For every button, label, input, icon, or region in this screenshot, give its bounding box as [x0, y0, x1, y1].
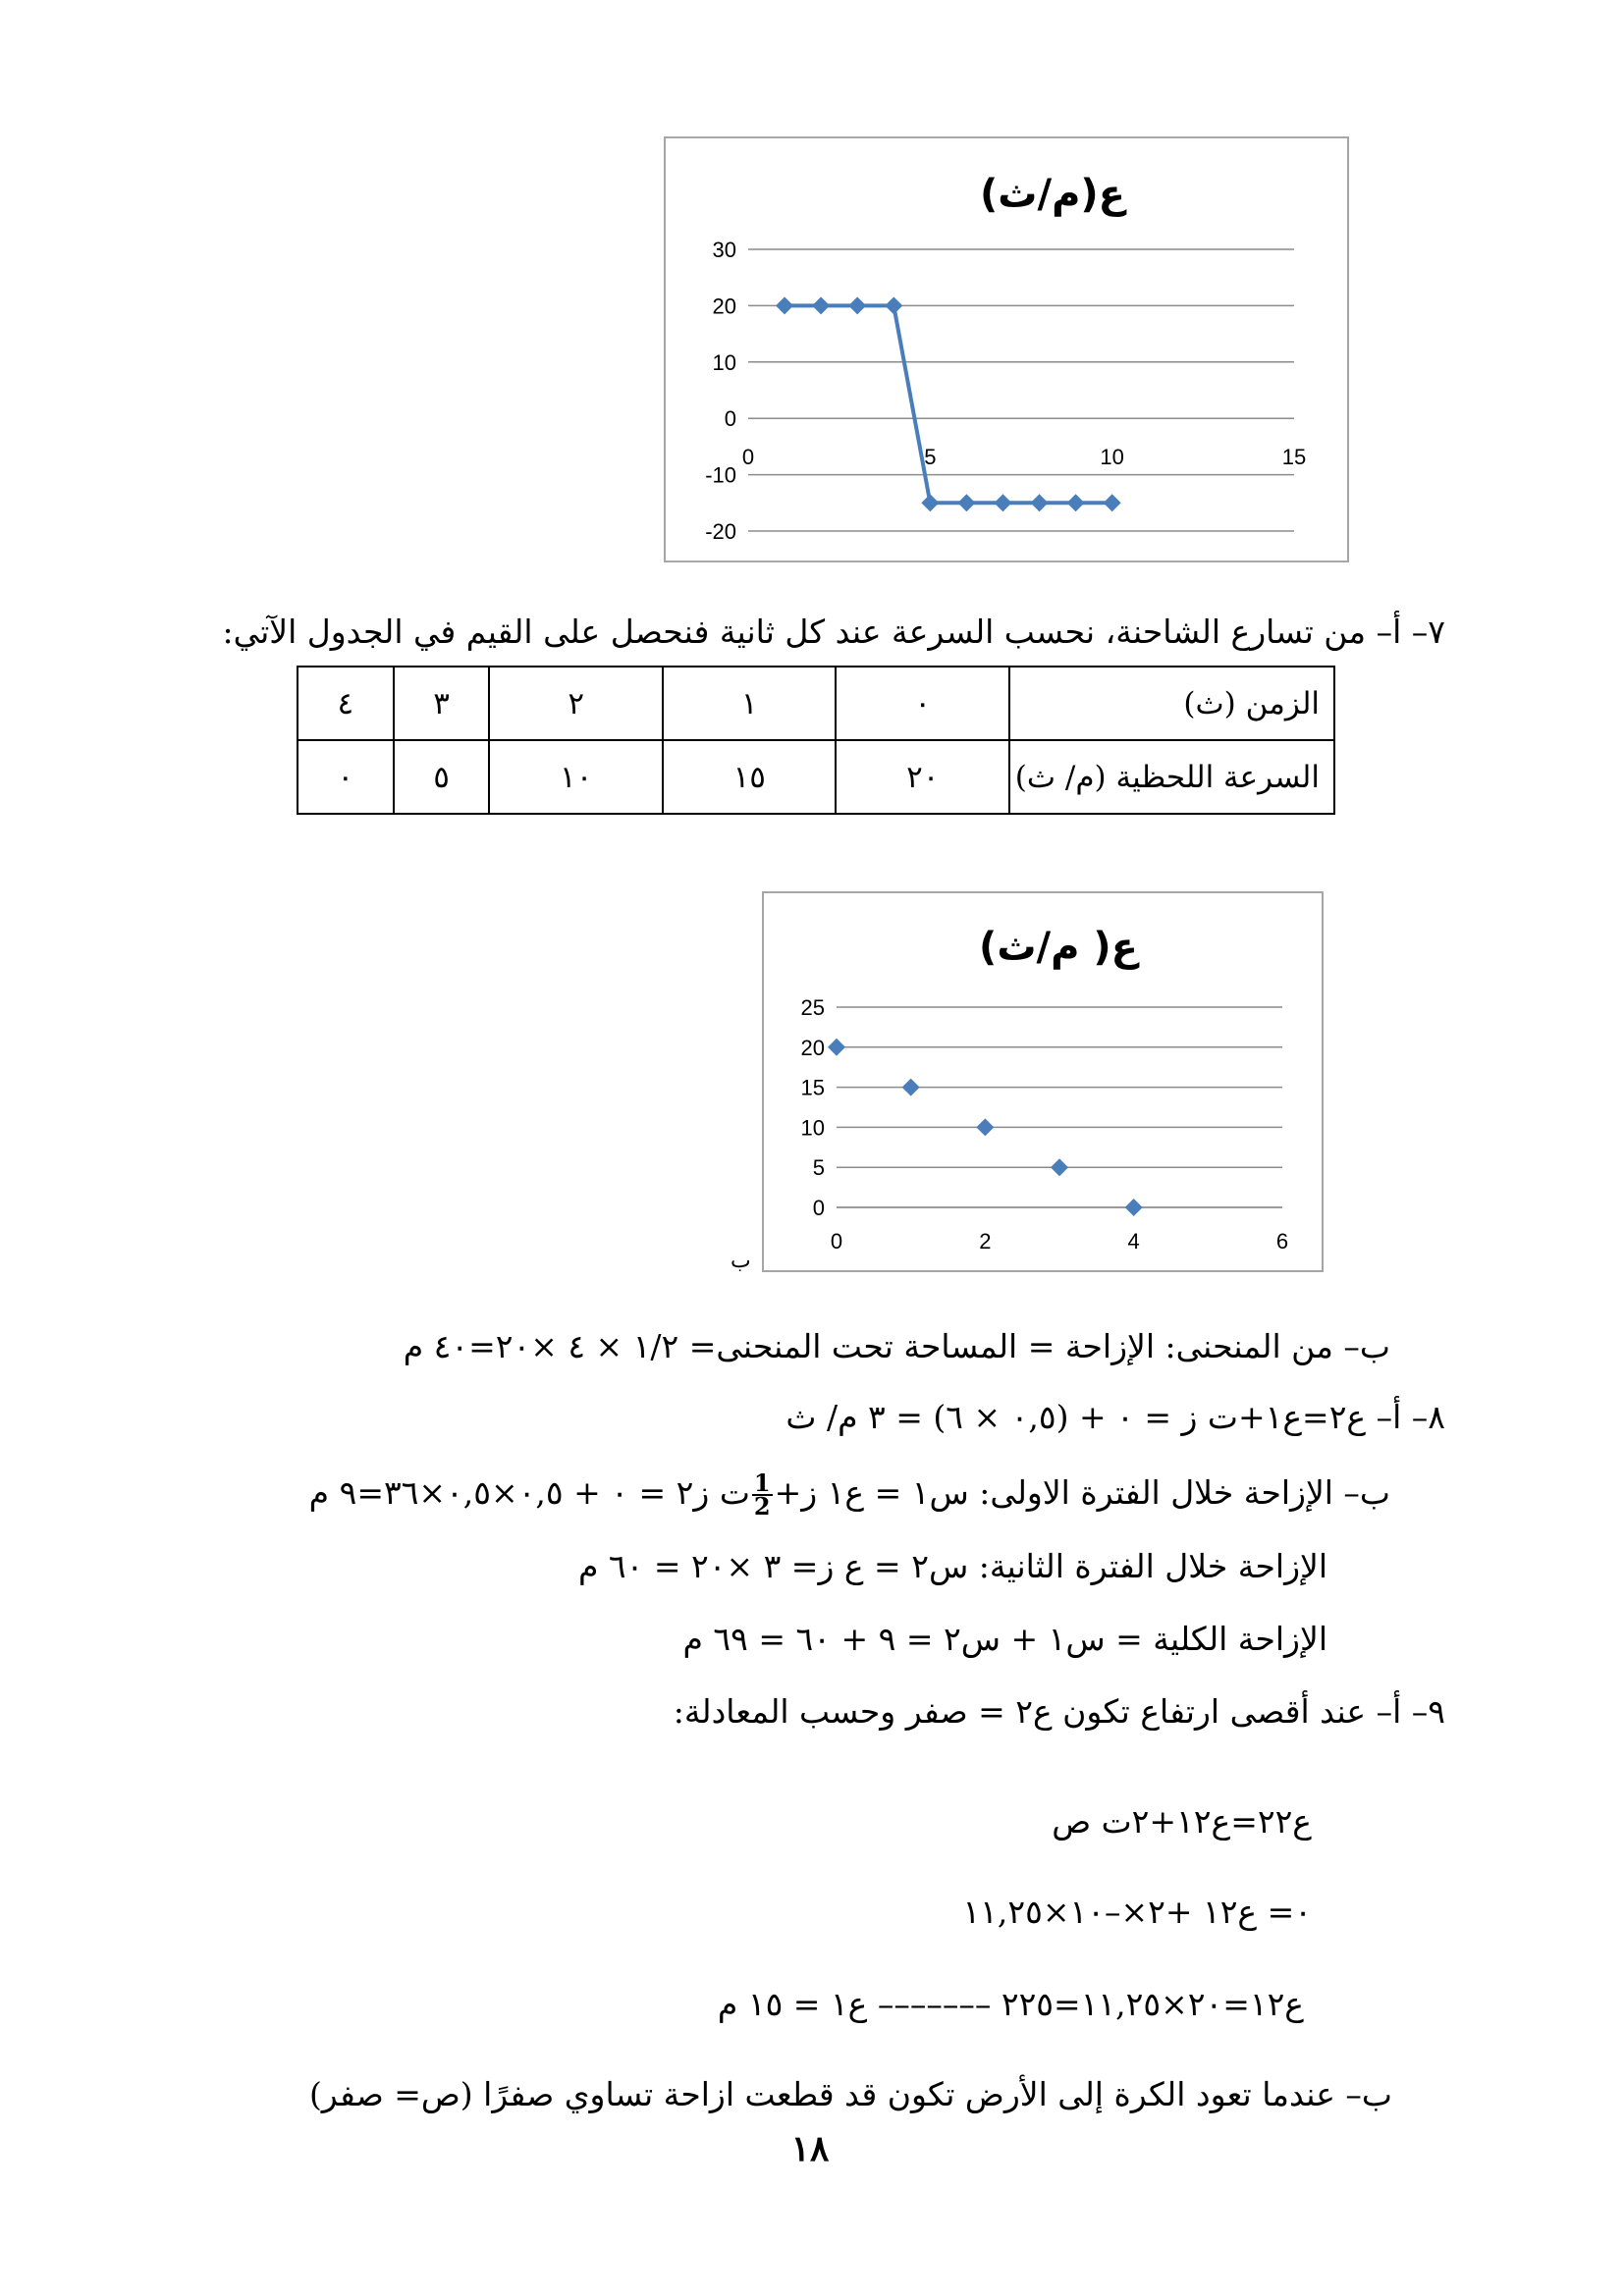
q8c-text: الإزاحة خلال الفترة الثانية: س٢ = ع ز= ٣ ×٢٠ = ٦٠ م	[577, 1547, 1327, 1585]
table-row	[298, 740, 1334, 814]
y-tick-label: -20	[705, 519, 736, 544]
equation-2: ٠= ع١٢ +٢×–١٠×١١,٢٥	[962, 1893, 1312, 1931]
q8a-text: ٨– أ– ع٢=ع١+ت ز = ٠ + (٠,٥ × ٦) = ٣ م/ ث	[785, 1398, 1445, 1436]
q8b-pre: ب– الإزاحة خلال الفترة الاولى: س١ = ع١ ز+	[774, 1473, 1390, 1512]
x-tick-label: 10	[1100, 445, 1124, 469]
x-tick-label: 5	[924, 445, 937, 469]
table-cell: ١٠	[489, 740, 663, 814]
data-point	[994, 494, 1011, 511]
q9a-text: ٩– أ– عند أقصى ارتفاع تكون ع٢ = صفر وحسب المعادلة:	[673, 1692, 1445, 1731]
table-cell: ٠	[836, 667, 1009, 740]
velocity-time-chart-1	[664, 136, 1349, 562]
table-cell: ١٥	[663, 740, 837, 814]
data-point	[1031, 494, 1049, 511]
fraction-numerator: 1	[753, 1468, 771, 1497]
velocity-time-chart-2	[762, 891, 1324, 1272]
data-point	[848, 296, 866, 314]
table-header-speed: السرعة اللحظية (م/ ث)	[1009, 740, 1334, 814]
y-tick-label: 10	[712, 349, 736, 375]
x-tick-label: 2	[979, 1229, 992, 1254]
data-point	[976, 1118, 994, 1136]
speed-table	[297, 666, 1335, 815]
table-cell: ٢	[489, 667, 663, 740]
table-cell: ٥	[394, 740, 490, 814]
page-number: ١٨	[790, 2128, 830, 2169]
chart-title: ع(م/ث)	[979, 172, 1126, 217]
y-tick-label: 15	[800, 1075, 825, 1100]
data-point	[1125, 1199, 1143, 1216]
q7a-text: ٧– أ– من تسارع الشاحنة، نحسب السرعة عند كل ثانية فنحصل على القيم في الجدول الآتي:	[222, 613, 1445, 651]
x-tick-label: 15	[1281, 445, 1307, 469]
fraction-denominator: 2	[753, 1492, 771, 1521]
data-point	[1051, 1158, 1068, 1176]
data-point	[885, 296, 902, 314]
y-tick-label: 0	[724, 406, 736, 432]
chart-1-svg	[666, 138, 1347, 561]
x-tick-label: 6	[1275, 1229, 1289, 1254]
data-point	[921, 494, 939, 511]
q7b-text: ب– من المنحنى: الإزاحة = المساحة تحت المنحنى= ١/٢ × ٤ ×٢٠=٤٠ م	[403, 1327, 1390, 1365]
y-tick-label: 20	[800, 1035, 825, 1060]
table-cell: ١	[663, 667, 837, 740]
table-row	[298, 667, 1334, 740]
data-point	[1104, 494, 1121, 511]
q8b-text	[295, 1468, 1390, 1521]
x-tick-label: 0	[830, 1229, 843, 1254]
series-line	[785, 305, 1112, 503]
stray-label: ب	[731, 1249, 751, 1273]
equation-3: ع١٢=٢٠×١١,٢٥=٢٢٥ ––––––– ع١ = ١٥ م	[717, 1985, 1304, 2023]
data-point	[828, 1039, 845, 1056]
data-point	[776, 296, 793, 314]
q9b-text: ب– عندما تعود الكرة إلى الأرض تكون قد قطعت ازاحة تساوي صفرًا (ص= صفر)	[308, 2075, 1392, 2113]
table-cell: ٠	[298, 740, 394, 814]
table-cell: ٣	[394, 667, 490, 740]
data-point	[812, 296, 830, 314]
chart-title: ع( م/ث)	[979, 925, 1138, 970]
q8d-text: الإزاحة الكلية = س١ + س٢ = ٩ + ٦٠ = ٦٩ م	[682, 1620, 1327, 1658]
data-point	[1067, 494, 1085, 511]
chart-2-svg	[764, 893, 1322, 1270]
data-point	[957, 494, 975, 511]
data-point	[902, 1079, 920, 1096]
y-tick-label: 5	[812, 1155, 825, 1181]
x-tick-label: 4	[1127, 1229, 1140, 1254]
x-tick-label: 0	[741, 445, 755, 469]
table-header-time: الزمن (ث)	[1009, 667, 1334, 740]
equation-1: ع٢٢=ع١٢+٢ت ص	[1052, 1802, 1312, 1841]
table-cell: ٤	[298, 667, 394, 740]
y-tick-label: 20	[712, 294, 736, 319]
y-tick-label: 25	[800, 995, 825, 1020]
y-tick-label: 30	[712, 238, 736, 262]
y-tick-label: 0	[812, 1196, 825, 1220]
q8b-post: ت ز٢ = ٠ + ٠,٥×٠,٥×٣٦=٩ م	[308, 1473, 750, 1512]
half-fraction	[752, 1468, 773, 1521]
y-tick-label: 10	[800, 1115, 825, 1141]
y-tick-label: -10	[705, 462, 736, 488]
table-cell: ٢٠	[836, 740, 1009, 814]
